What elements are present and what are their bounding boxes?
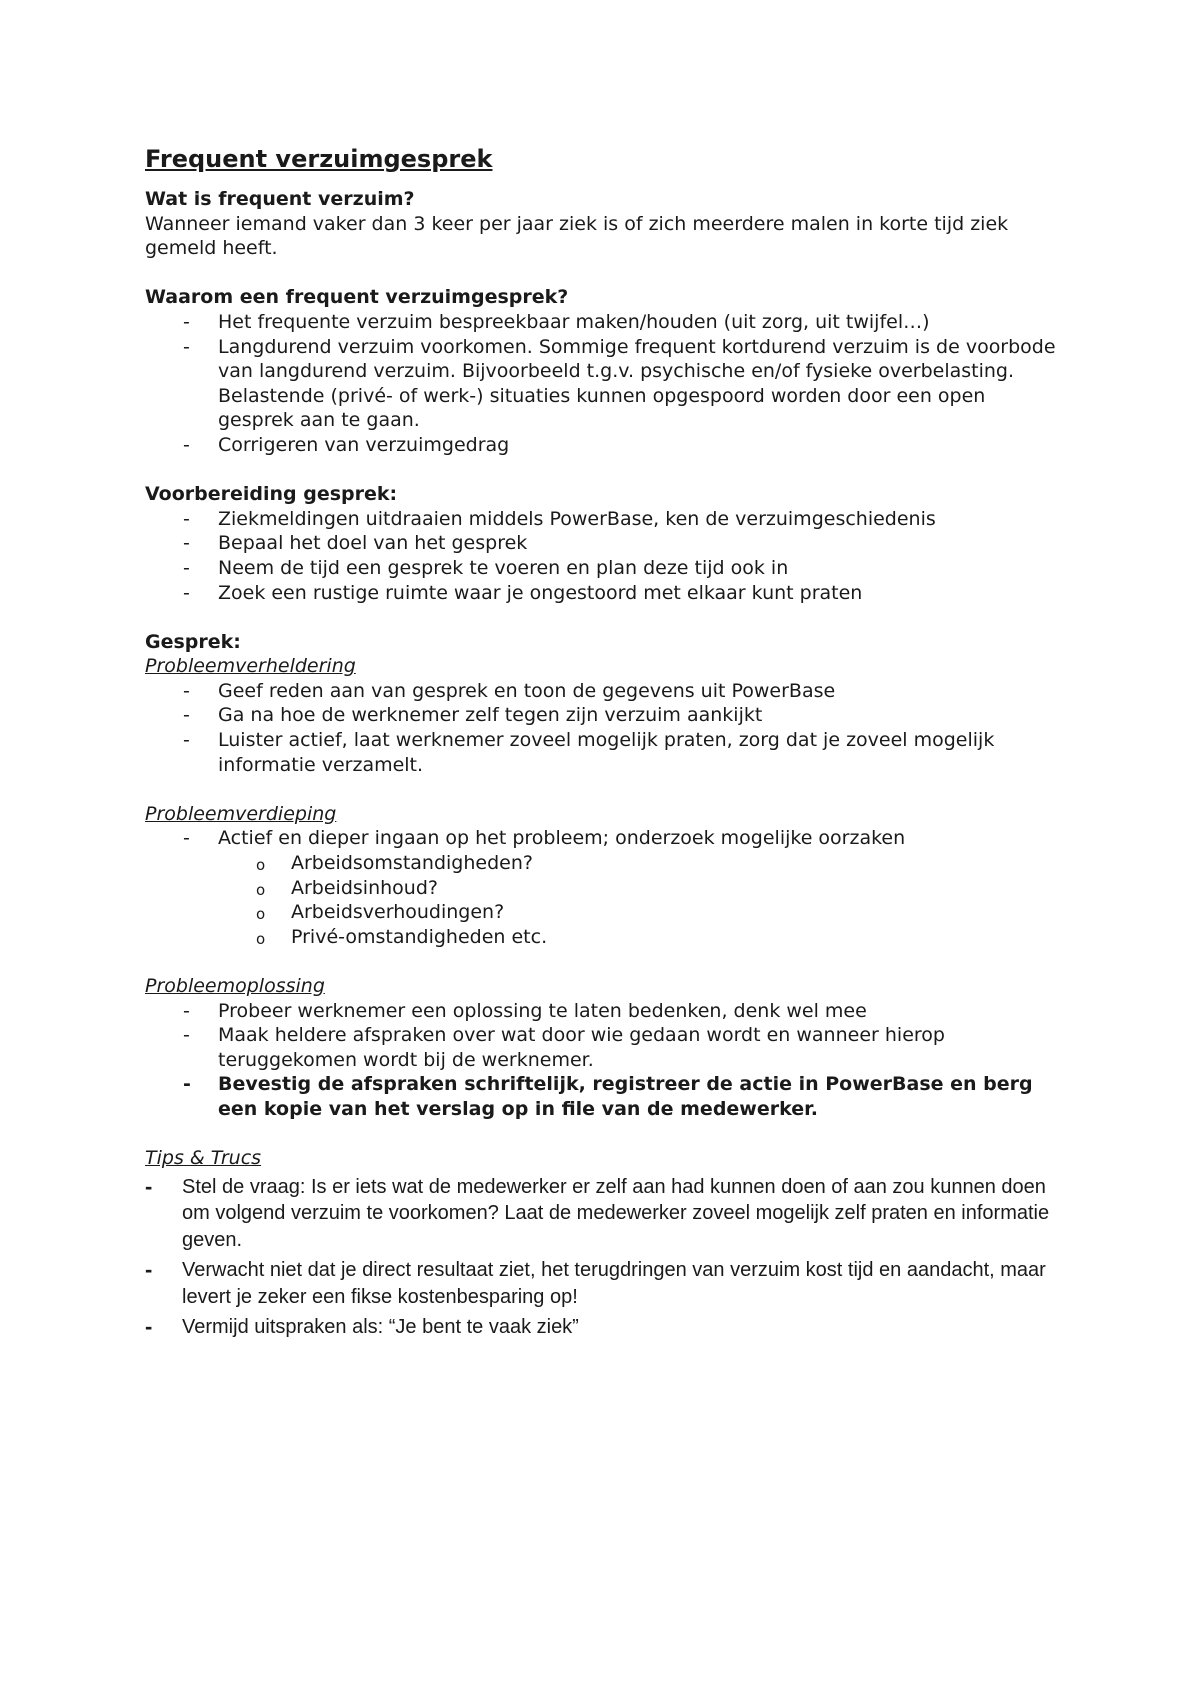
spacer bbox=[145, 261, 1065, 286]
list-item: - Stel de vraag: Is er iets wat de medewerker er zelf aan had kunnen doen of aan zou kunnen doen om volgend verzuim te voorkomen? Laat de medewerker zoveel mogelijk zelf praten en informatie geven. bbox=[145, 1174, 1065, 1254]
document-title: Frequent verzuimgesprek bbox=[145, 145, 493, 173]
list-item: - Corrigeren van verzuimgedrag bbox=[145, 433, 1065, 458]
subheading-probleemoplossing: Probleemoplossing bbox=[145, 975, 325, 997]
list-item: - Het frequente verzuim bespreekbaar maken/houden (uit zorg, uit twijfel…) bbox=[145, 310, 1065, 335]
list-item: - Verwacht niet dat je direct resultaat ziet, het terugdringen van verzuim kost tijd en aandacht, maar levert je zeker een fikse kostenbesparing op! bbox=[145, 1257, 1065, 1310]
list-item: - Langdurend verzuim voorkomen. Sommige frequent kortdurend verzuim is de voorbode van langdurend verzuim. Bijvoorbeeld t.g.v. psychische en/of fysieke overbelasting. Belastende (privé- of werk-) situaties kunnen opgespoord worden door een open gesprek aan te gaan. bbox=[145, 335, 1065, 433]
subheading-tips: Tips & Trucs bbox=[145, 1147, 262, 1170]
list-waarom bbox=[145, 310, 1065, 458]
sublist-item: o Arbeidsverhoudingen? bbox=[145, 900, 1065, 925]
sublist-item: o Arbeidsomstandigheden? bbox=[145, 851, 1065, 876]
list-voorbereiding bbox=[145, 507, 1065, 605]
spacer bbox=[145, 777, 1065, 802]
list-item: - Zoek een rustige ruimte waar je ongestoord met elkaar kunt praten bbox=[145, 581, 1065, 606]
spacer bbox=[145, 1122, 1065, 1147]
sublist-oorzaken bbox=[145, 851, 1065, 949]
list-item: - Actief en dieper ingaan op het probleem; onderzoek mogelijke oorzaken bbox=[145, 826, 1065, 851]
paragraph-wat: Wanneer iemand vaker dan 3 keer per jaar ziek is of zich meerdere malen in korte tijd ziek gemeld heeft. bbox=[145, 212, 1009, 260]
heading-wat: Wat is frequent verzuim? bbox=[145, 188, 415, 210]
list-probleemoplossing bbox=[145, 999, 1065, 1122]
list-item: - Probeer werknemer een oplossing te laten bedenken, denk wel mee bbox=[145, 999, 1065, 1024]
list-item: - Ga na hoe de werknemer zelf tegen zijn verzuim aankijkt bbox=[145, 703, 1065, 728]
list-item: - Neem de tijd een gesprek te voeren en plan deze tijd ook in bbox=[145, 556, 1065, 581]
subheading-probleemverdieping: Probleemverdieping bbox=[145, 802, 337, 825]
list-item: - Bepaal het doel van het gesprek bbox=[145, 531, 1065, 556]
list-probleemverheldering bbox=[145, 679, 1065, 777]
list-probleemverdieping bbox=[145, 826, 1065, 851]
list-item: - Maak heldere afspraken over wat door wie gedaan wordt en wanneer hierop teruggekomen wordt bij de werknemer. bbox=[145, 1023, 1065, 1072]
list-item: - Geef reden aan van gesprek en toon de gegevens uit PowerBase bbox=[145, 679, 1065, 704]
heading-voorbereiding: Voorbereiding gesprek: bbox=[145, 483, 398, 506]
list-item: - Luister actief, laat werknemer zoveel mogelijk praten, zorg dat je zoveel mogelijk informatie verzamelt. bbox=[145, 728, 1065, 777]
document-page bbox=[145, 142, 1065, 1345]
spacer bbox=[145, 605, 1065, 630]
list-tips bbox=[145, 1174, 1065, 1341]
sublist-item: o Arbeidsinhoud? bbox=[145, 876, 1065, 901]
spacer bbox=[145, 458, 1065, 483]
spacer bbox=[145, 949, 1065, 974]
heading-gesprek: Gesprek: bbox=[145, 630, 241, 653]
heading-waarom: Waarom een frequent verzuimgesprek? bbox=[145, 286, 569, 309]
list-item-bold: - Bevestig de afspraken schriftelijk, registreer de actie in PowerBase en berg een kopie van het verslag op in file van de medewerker. bbox=[145, 1072, 1065, 1121]
list-item: - Ziekmeldingen uitdraaien middels PowerBase, ken de verzuimgeschiedenis bbox=[145, 507, 1065, 532]
subheading-probleemverheldering: Probleemverheldering bbox=[145, 655, 356, 678]
list-item: - Vermijd uitspraken als: “Je bent te vaak ziek” bbox=[145, 1314, 1065, 1341]
sublist-item: o Privé-omstandigheden etc. bbox=[145, 925, 1065, 950]
